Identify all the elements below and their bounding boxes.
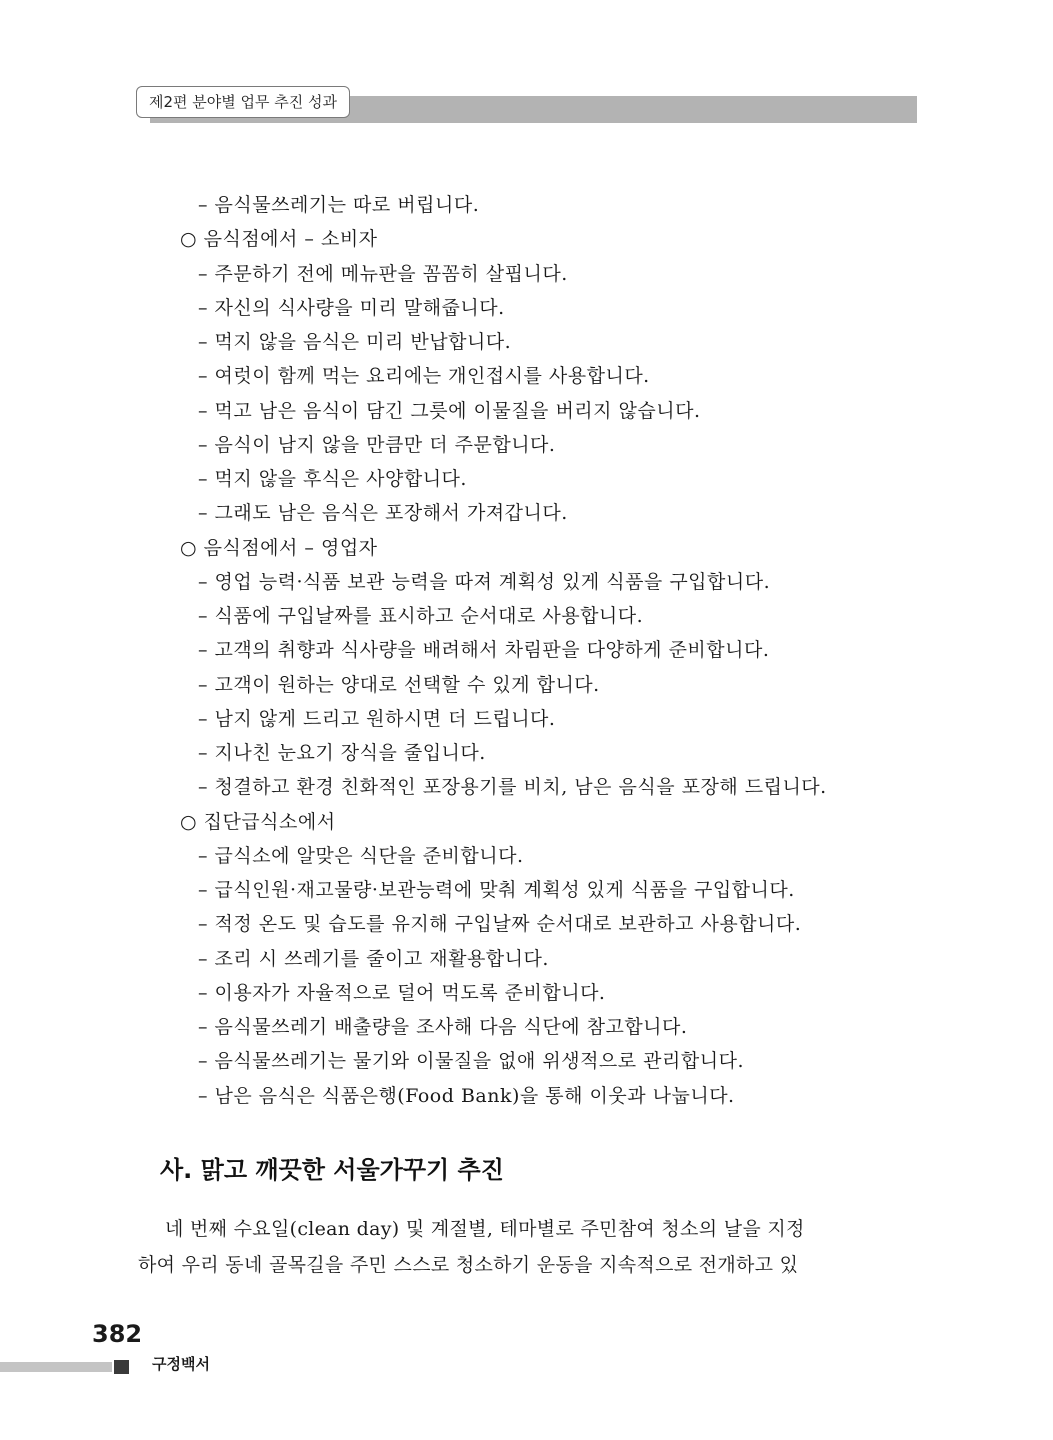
list-item: – 영업 능력·식품 보관 능력을 따져 계획성 있게 식품을 구입합니다. <box>198 570 771 593</box>
body-text <box>0 188 1053 1113</box>
list-item: – 먹고 남은 음식이 담긴 그릇에 이물질을 버리지 않습니다. <box>198 399 701 422</box>
list-item: – 고객의 취향과 식사량을 배려해서 차림판을 다양하게 준비합니다. <box>198 639 770 662</box>
footer-bar <box>0 1362 112 1372</box>
list-item: – 음식물쓰레기는 따로 버립니다. <box>198 194 480 216</box>
list-item: – 청결하고 환경 친화적인 포장용기를 비치, 남은 음식을 포장해 드립니다. <box>198 776 827 799</box>
list-item: – 여럿이 함께 먹는 요리에는 개인접시를 사용합니다. <box>198 365 650 388</box>
list-item: – 음식물쓰레기 배출량을 조사해 다음 식단에 참고합니다. <box>198 1016 688 1038</box>
subheading-line: ○ 음식점에서 – 소비자 <box>180 228 378 251</box>
page-number: 382 <box>92 1320 143 1348</box>
list-item: – 그래도 남은 음식은 포장해서 가져갑니다. <box>198 502 568 525</box>
subheading-line: ○ 음식점에서 – 영업자 <box>180 536 378 559</box>
list-item: – 급식인원·재고물량·보관능력에 맞춰 계획성 있게 식품을 구입합니다. <box>198 879 795 901</box>
section-heading: 사. 맑고 깨끗한 서울가꾸기 추진 <box>160 1156 504 1184</box>
list-item: – 식품에 구입날짜를 표시하고 순서대로 사용합니다. <box>198 605 644 627</box>
list-item: – 지나친 눈요기 장식을 줄입니다. <box>198 742 486 764</box>
list-item: – 적정 온도 및 습도를 유지해 구입날짜 순서대로 보관하고 사용합니다. <box>198 913 802 936</box>
list-item: – 고객이 원하는 양대로 선택할 수 있게 합니다. <box>198 673 600 696</box>
list-item: – 먹지 않을 후식은 사양합니다. <box>198 468 467 490</box>
list-item: – 조리 시 쓰레기를 줄이고 재활용합니다. <box>198 947 549 970</box>
list-item: – 자신의 식사량을 미리 말해줍니다. <box>198 296 505 319</box>
list-item: – 음식물쓰레기는 물기와 이물질을 없애 위생적으로 관리합니다. <box>198 1050 744 1073</box>
list-item: – 주문하기 전에 메뉴판을 꼼꼼히 살핍니다. <box>198 262 568 285</box>
paragraph-line: 하여 우리 동네 골목길을 주민 스스로 청소하기 운동을 지속적으로 전개하고 있 <box>138 1254 799 1276</box>
footer-square-icon <box>114 1360 129 1374</box>
list-item: – 음식이 남지 않을 만큼만 더 주문합니다. <box>198 433 556 456</box>
subheading-line: ○ 집단급식소에서 <box>180 810 336 833</box>
paragraph-line: 네 번째 수요일(clean day) 및 계절별, 테마별로 주민참여 청소의 날을 지정 <box>165 1218 805 1240</box>
section-title: 제2편 분야별 업무 추진 성과 <box>136 86 350 118</box>
list-item: – 급식소에 알맞은 식단을 준비합니다. <box>198 844 524 867</box>
list-item: – 먹지 않을 음식은 미리 반납합니다. <box>198 331 512 353</box>
list-item: – 남은 음식은 식품은행(Food Bank)을 통해 이웃과 나눕니다. <box>198 1084 735 1107</box>
book-title: 구정백서 <box>152 1355 210 1373</box>
list-item: – 남지 않게 드리고 원하시면 더 드립니다. <box>198 707 556 730</box>
list-item: – 이용자가 자율적으로 덜어 먹도록 준비합니다. <box>198 981 606 1004</box>
